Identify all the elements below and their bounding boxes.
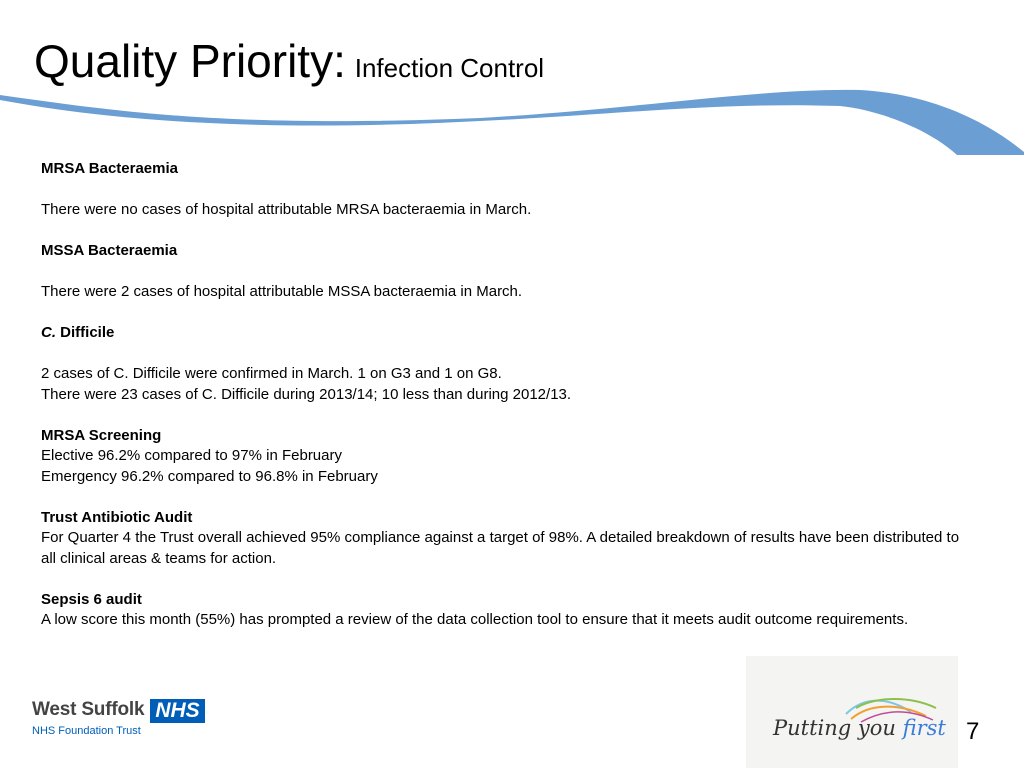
antibiotic-audit-text: For Quarter 4 the Trust overall achieved 95% compliance against a target of 98%. A detailed breakdown of results have been distributed to all clinical areas & teams for action. bbox=[41, 529, 960, 567]
slide-title bbox=[34, 35, 545, 87]
nhs-badge: NHS bbox=[150, 699, 204, 723]
page-number: 7 bbox=[966, 718, 980, 745]
c-difficile-line1: 2 cases of C. Difficile were confirmed in March. 1 on G3 and 1 on G8. bbox=[41, 365, 502, 382]
mrsa-bacteraemia-heading: MRSA Bacteraemia bbox=[41, 160, 178, 177]
title-sub: Infection Control bbox=[354, 53, 545, 83]
west-suffolk-nhs-logo bbox=[32, 699, 205, 737]
sepsis-audit-heading: Sepsis 6 audit bbox=[41, 590, 142, 608]
title-main: Quality Priority: bbox=[34, 35, 346, 87]
c-difficile-line2: There were 23 cases of C. Difficile during 2013/14; 10 less than during 2012/13. bbox=[41, 385, 572, 403]
org-subtitle: NHS Foundation Trust bbox=[32, 725, 141, 737]
mrsa-screening-emergency: Emergency 96.2% compared to 96.8% in February bbox=[41, 467, 378, 485]
putting-you-first-logo bbox=[746, 656, 958, 768]
c-difficile-heading: C. Difficile bbox=[41, 324, 115, 341]
slide-body bbox=[41, 159, 961, 631]
slogan-text: Putting you first bbox=[773, 716, 946, 740]
mssa-bacteraemia-text: There were 2 cases of hospital attributable MSSA bacteraemia in March. bbox=[41, 283, 523, 300]
mrsa-bacteraemia-text: There were no cases of hospital attributable MRSA bacteraemia in March. bbox=[41, 201, 532, 218]
sepsis-audit-text: A low score this month (55%) has prompted a review of the data collection tool to ensure that it meets audit outcome requirements. bbox=[41, 611, 909, 628]
antibiotic-audit-heading: Trust Antibiotic Audit bbox=[41, 508, 193, 526]
mrsa-screening-heading: MRSA Screening bbox=[41, 426, 162, 444]
org-name: West Suffolk bbox=[32, 699, 145, 720]
mrsa-screening-elective: Elective 96.2% compared to 97% in February bbox=[41, 447, 342, 464]
mssa-bacteraemia-heading: MSSA Bacteraemia bbox=[41, 242, 178, 259]
header-swoosh-decoration bbox=[0, 80, 1024, 160]
